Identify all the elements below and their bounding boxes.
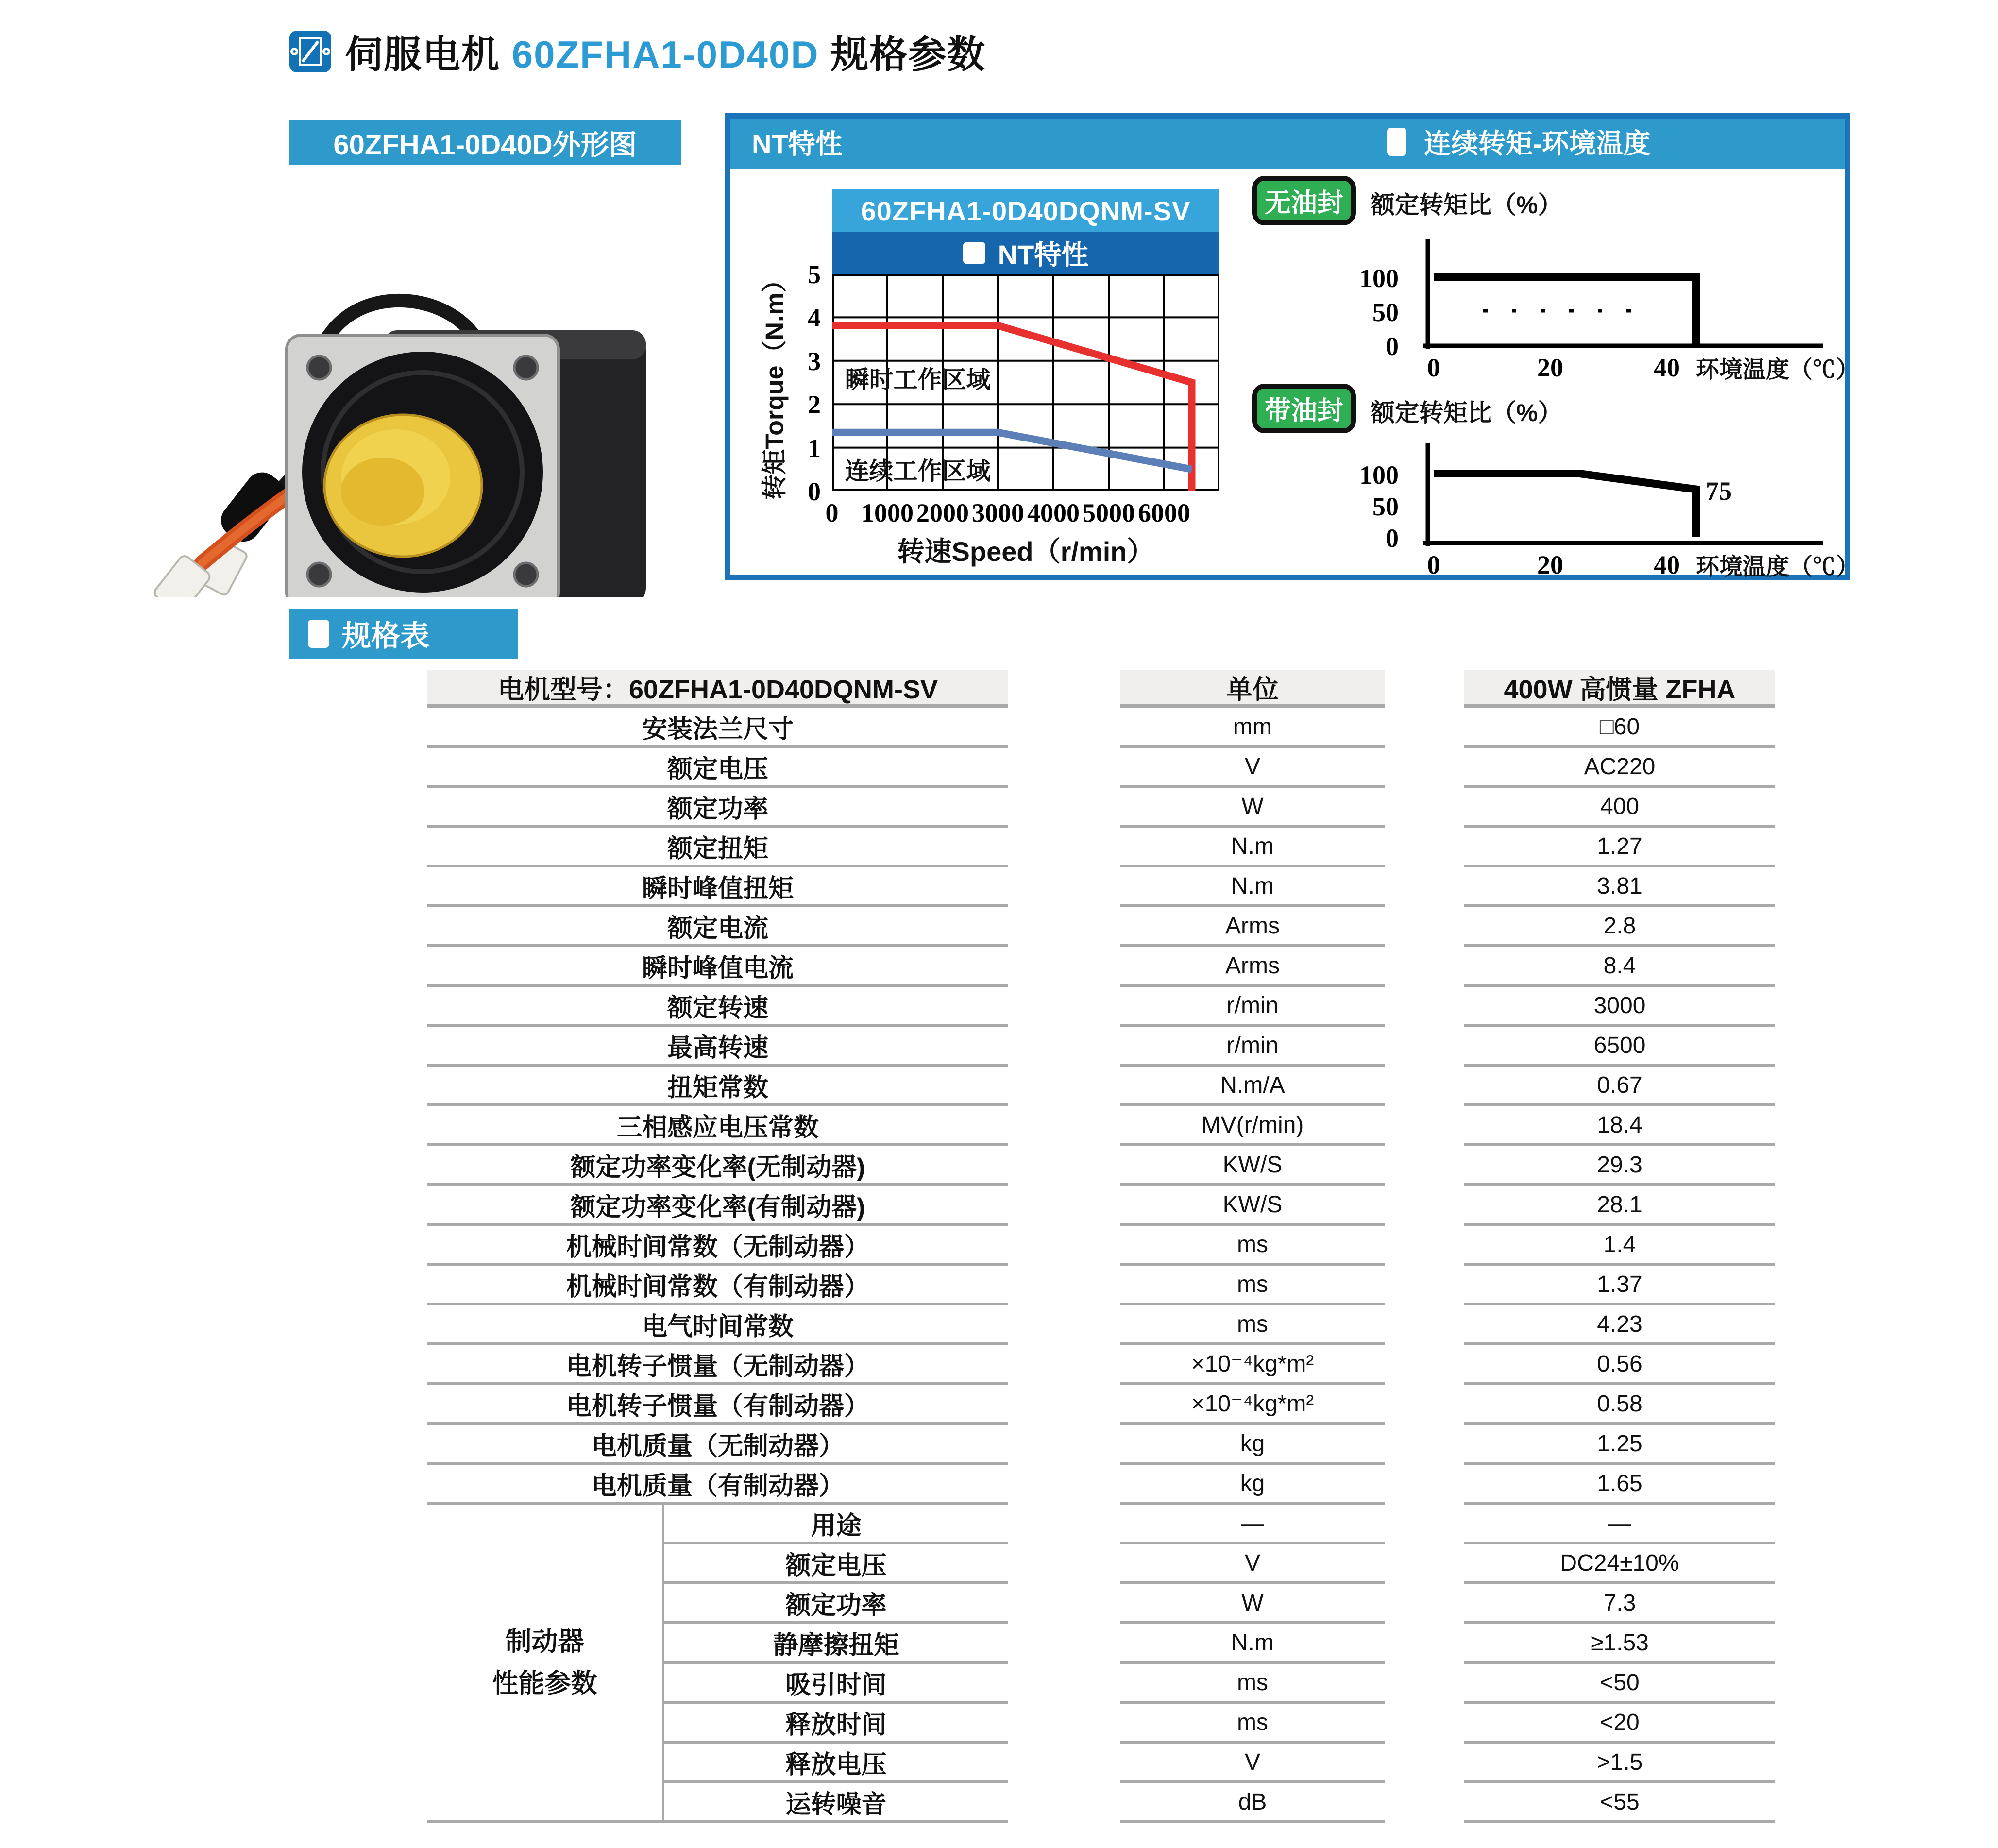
unit-cell: kg	[1120, 1465, 1385, 1505]
servo-motor-icon	[289, 31, 331, 72]
value-cell: □60	[1464, 708, 1775, 748]
value-cell: 2.8	[1464, 907, 1775, 947]
unit-cell: ×10⁻⁴kg*m²	[1120, 1345, 1385, 1385]
label-cell: 电机质量（有制动器）	[427, 1465, 1008, 1505]
temp-x-tick: 0	[1427, 550, 1440, 579]
label-cell: 最高转速	[427, 1027, 1008, 1067]
unit-cell: KW/S	[1120, 1186, 1385, 1226]
value-cell: 1.27	[1464, 828, 1775, 867]
label-cell: 额定功率	[664, 1584, 1008, 1624]
value-cell: 400	[1464, 788, 1775, 828]
label-cell: 额定电压	[664, 1544, 1008, 1584]
label-cell: 电气时间常数	[427, 1305, 1008, 1345]
label-cell: 运转噪音	[664, 1783, 1008, 1823]
nt-y-axis-title: 转矩Torque（N.m）	[761, 267, 789, 500]
value-cell: DC24±10%	[1464, 1544, 1775, 1584]
white-square-icon	[1387, 128, 1406, 156]
label-cell: 额定功率变化率(有制动器)	[427, 1186, 1008, 1226]
page-header	[289, 27, 986, 76]
unit-cell: kg	[1120, 1425, 1385, 1465]
value-cell: ≥1.53	[1464, 1624, 1775, 1664]
nt-x-tick: 0	[825, 498, 839, 527]
unit-cell: dB	[1120, 1783, 1385, 1823]
unit-cell: Arms	[1120, 947, 1385, 987]
label-cell: 电机质量（无制动器）	[427, 1425, 1008, 1465]
spec-table-label-column	[427, 670, 1008, 1823]
label-cell: 吸引时间	[664, 1664, 1008, 1704]
label-cell: 额定扭矩	[427, 828, 1008, 867]
nt-chart-subtitle-label: NT特性	[998, 239, 1089, 270]
label-cell: 电机转子惯量（无制动器）	[427, 1345, 1008, 1385]
value-cell: 7.3	[1464, 1584, 1775, 1624]
unit-cell: mm	[1120, 708, 1385, 748]
with-oil-seal-75-annotation: 75	[1706, 476, 1732, 506]
nt-x-tick: 3000	[972, 498, 1024, 527]
motor-photo-illustration	[112, 175, 694, 597]
panel-header-left: NT特性	[752, 129, 843, 159]
label-cell: 扭矩常数	[427, 1067, 1008, 1106]
value-cell: >1.5	[1464, 1744, 1775, 1783]
panel-header-right-label: 连续转矩-环境温度	[1424, 128, 1651, 159]
temp-x-tick: 20	[1537, 353, 1563, 382]
label-cell: 释放时间	[664, 1704, 1008, 1744]
value-cell: 1.25	[1464, 1425, 1775, 1465]
label-cell: 瞬时峰值扭矩	[427, 867, 1008, 907]
temp-y-tick: 0	[1386, 332, 1399, 361]
label-cell: 额定功率	[427, 788, 1008, 828]
value-cell: 6500	[1464, 1027, 1775, 1067]
unit-cell: ms	[1120, 1226, 1385, 1266]
nt-region-label: 瞬时工作区域	[845, 366, 991, 394]
white-square-icon	[308, 620, 329, 648]
page-title	[345, 24, 986, 79]
label-cell: 瞬时峰值电流	[427, 947, 1008, 987]
value-cell: 1.37	[1464, 1266, 1775, 1305]
spec-table-section-badge	[289, 609, 518, 659]
unit-cell: ms	[1120, 1704, 1385, 1744]
nt-y-tick: 1	[808, 433, 821, 463]
unit-cell: ms	[1120, 1305, 1385, 1345]
spec-table-value-column	[1464, 670, 1775, 1823]
label-cell: 电机转子惯量（有制动器）	[427, 1385, 1008, 1425]
label-cell: 额定电压	[427, 748, 1008, 788]
value-cell: <50	[1464, 1664, 1775, 1704]
unit-cell: —	[1120, 1505, 1385, 1544]
temp-y-tick: 100	[1359, 460, 1399, 490]
unit-cell: W	[1120, 1584, 1385, 1624]
nt-chart-subtitle	[832, 232, 1219, 274]
with-oil-seal-x-title: 环境温度（℃）	[1696, 554, 1860, 580]
brake-parameter-group	[427, 1505, 1008, 1823]
temp-y-tick: 100	[1359, 264, 1399, 293]
no-oil-seal-ratio-label: 额定转矩比（%）	[1371, 191, 1562, 219]
unit-cell: N.m/A	[1120, 1067, 1385, 1106]
brake-sub-label-column	[664, 1505, 1008, 1823]
panel-header-right	[1387, 122, 1651, 161]
value-cell: 3000	[1464, 987, 1775, 1027]
value-cell: 0.67	[1464, 1067, 1775, 1106]
spec-table-unit-column	[1120, 670, 1385, 1823]
unit-cell: V	[1120, 748, 1385, 788]
nt-y-tick: 3	[808, 346, 821, 376]
value-cell: 8.4	[1464, 947, 1775, 987]
label-cell: 三相感应电压常数	[427, 1106, 1008, 1146]
nt-x-axis-title: 转速Speed（r/min）	[897, 536, 1154, 567]
value-cell: 0.58	[1464, 1385, 1775, 1425]
nt-x-tick: 4000	[1027, 498, 1080, 527]
label-cell: 额定功率变化率(无制动器)	[427, 1146, 1008, 1186]
temp-x-tick: 0	[1427, 353, 1440, 382]
temp-y-tick: 50	[1372, 492, 1399, 521]
value-cell: 28.1	[1464, 1186, 1775, 1226]
table-header-unit: 单位	[1120, 670, 1385, 708]
unit-cell: V	[1120, 1544, 1385, 1584]
unit-cell: ms	[1120, 1664, 1385, 1704]
unit-cell: KW/S	[1120, 1146, 1385, 1186]
with-oil-seal-badge: 带油封	[1252, 384, 1356, 433]
unit-cell: V	[1120, 1744, 1385, 1783]
label-cell: 释放电压	[664, 1744, 1008, 1783]
label-cell: 安装法兰尺寸	[427, 708, 1008, 748]
panel-header-band	[725, 113, 1850, 169]
label-cell: 机械时间常数（有制动器）	[427, 1266, 1008, 1305]
table-header-model: 电机型号：60ZFHA1-0D40DQNM-SV	[427, 670, 1008, 708]
unit-cell: N.m	[1120, 828, 1385, 867]
nt-chart-title: 60ZFHA1-0D40DQNM-SV	[832, 189, 1219, 232]
nt-x-tick: 5000	[1083, 498, 1135, 527]
no-oil-seal-badge: 无油封	[1252, 176, 1356, 225]
unit-cell: N.m	[1120, 867, 1385, 907]
nt-x-tick: 1000	[861, 498, 914, 527]
white-square-icon	[963, 242, 985, 264]
unit-cell: r/min	[1120, 987, 1385, 1027]
value-cell: 0.56	[1464, 1345, 1775, 1385]
brake-group-label-line: 性能参数	[492, 1669, 597, 1698]
table-header-series: 400W 高惯量 ZFHA	[1464, 670, 1775, 708]
value-cell: <20	[1464, 1704, 1775, 1744]
temp-y-tick: 0	[1386, 524, 1399, 553]
brake-group-merged-cell	[427, 1505, 664, 1823]
label-cell: 机械时间常数（无制动器）	[427, 1226, 1008, 1266]
unit-cell: W	[1120, 788, 1385, 828]
unit-cell: ms	[1120, 1266, 1385, 1305]
unit-cell: N.m	[1120, 1624, 1385, 1664]
value-cell: 4.23	[1464, 1305, 1775, 1345]
unit-cell: MV(r/min)	[1120, 1106, 1385, 1146]
unit-cell: ×10⁻⁴kg*m²	[1120, 1385, 1385, 1425]
photo-panel-header: 60ZFHA1-0D40D外形图	[289, 120, 681, 165]
nt-y-tick: 4	[808, 303, 821, 333]
label-cell: 静摩擦扭矩	[664, 1624, 1008, 1664]
value-cell: 29.3	[1464, 1146, 1775, 1186]
nt-y-tick: 0	[808, 477, 821, 506]
label-cell: 用途	[664, 1505, 1008, 1544]
value-cell: 1.4	[1464, 1226, 1775, 1266]
unit-cell: Arms	[1120, 907, 1385, 947]
value-cell: 1.65	[1464, 1465, 1775, 1505]
no-oil-seal-chart	[1411, 233, 1838, 359]
title-prefix: 伺服电机	[345, 33, 501, 76]
temp-x-tick: 40	[1654, 550, 1680, 579]
temp-x-tick: 40	[1654, 353, 1680, 382]
temp-x-tick: 20	[1537, 550, 1563, 579]
nt-x-tick: 6000	[1138, 498, 1190, 527]
value-cell: 3.81	[1464, 867, 1775, 907]
title-suffix: 规格参数	[830, 33, 986, 76]
title-model: 60ZFHA1-0D40D	[511, 33, 819, 76]
temp-y-tick: 50	[1372, 298, 1399, 327]
spec-badge-label: 规格表	[342, 620, 429, 652]
unit-cell: r/min	[1120, 1027, 1385, 1067]
value-cell: AC220	[1464, 748, 1775, 788]
nt-x-tick: 2000	[916, 498, 969, 527]
brake-group-label-line: 制动器	[505, 1627, 584, 1656]
label-cell: 额定转速	[427, 987, 1008, 1027]
nt-y-tick: 5	[808, 260, 821, 289]
no-oil-seal-x-title: 环境温度（℃）	[1696, 357, 1860, 383]
value-cell: 18.4	[1464, 1106, 1775, 1146]
with-oil-seal-ratio-label: 额定转矩比（%）	[1371, 399, 1562, 426]
value-cell: <55	[1464, 1783, 1775, 1823]
label-cell: 额定电流	[427, 907, 1008, 947]
value-cell: —	[1464, 1505, 1775, 1544]
nt-region-label: 连续工作区域	[845, 457, 991, 485]
nt-y-tick: 2	[808, 390, 821, 420]
